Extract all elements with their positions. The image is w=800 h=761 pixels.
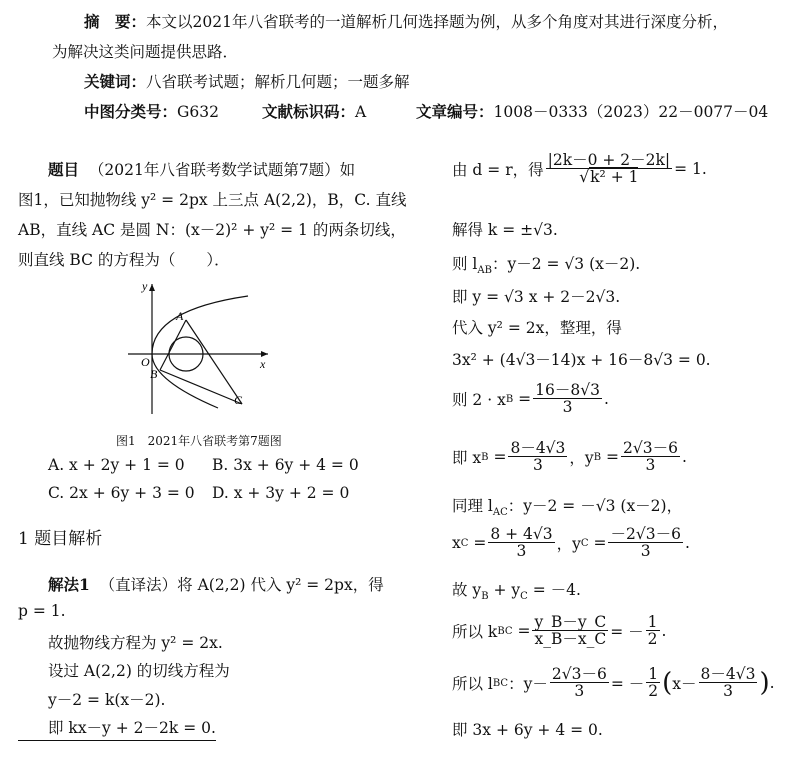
r13-fraction-3 — [699, 666, 758, 700]
r10-fraction-1 — [488, 526, 554, 560]
abstract-text-1: 本文以2021年八省联考的一道解析几何选择题为例，从多个角度对其进行深度分析， — [146, 13, 728, 31]
r8-den2: 3 — [645, 456, 656, 475]
problem-text-4: 则直线 BC 的方程为（ ）． — [18, 251, 230, 269]
r3-sub: AB — [477, 265, 492, 277]
right-line-9 — [452, 494, 682, 518]
problem-source: （2021年八省联考数学试题第7题）如 — [88, 161, 356, 179]
label-c: C — [234, 393, 243, 407]
clc-label: 中图分类号： — [84, 102, 178, 121]
r3-prefix: 则 l — [452, 255, 478, 273]
right-line-4: 即 y = √3 x + 2－2√3. — [452, 288, 621, 306]
label-x: x — [260, 357, 266, 371]
r7-fraction — [533, 382, 602, 416]
r10-sub2: C — [580, 537, 589, 549]
problem-line-4 — [18, 248, 230, 270]
label-y: y — [142, 280, 148, 293]
r10-fraction-2 — [608, 526, 682, 560]
r13-eq: = － — [610, 675, 645, 694]
right-line-3 — [452, 252, 640, 276]
method1-line-6: 即 kx－y + 2－2k = 0. — [48, 719, 216, 737]
r13-paren-x: x－ — [672, 675, 697, 694]
option-a: A. x + 2y + 1 = 0 — [48, 456, 185, 474]
r8-fraction-1 — [508, 440, 567, 474]
right-line-2: 解得 k = ±√3. — [452, 221, 558, 239]
label-o: O — [141, 355, 150, 369]
right-line-14: 即 3x + 6y + 4 = 0. — [452, 721, 603, 739]
article-no-value: 1008－0333（2023）22－0077－04 — [493, 103, 769, 121]
right-line-8: 即 x B = $\frac{8-4√3}{3}$ ，y B = $\frac{2√3-6}{3}$ . — [452, 439, 687, 475]
r8-sub1: B — [481, 451, 489, 463]
r10-num2: －2√3－6 — [610, 525, 681, 543]
problem-title: 题目 — [48, 160, 80, 179]
doc-code-label: 文献标识码： — [262, 102, 356, 121]
r12-sub: BC — [497, 625, 513, 637]
label-a: A — [176, 309, 184, 323]
right-line-10: x C = $\frac{8 + 4√3}{3}$ ，y C = $\frac{-2√3-6}{3}$ . — [452, 525, 690, 561]
r13-prefix: 所以 l — [452, 675, 493, 694]
right-line-7: 则 2 · x B = $\frac{16-8√3}{3}$ . — [452, 381, 609, 417]
article-no-label: 文章编号： — [416, 102, 494, 121]
method1-text-1: （直译法）将 A(2,2) 代入 y² = 2px，得 — [99, 576, 384, 594]
figure-parabola-circle — [118, 280, 278, 420]
r12-prefix: 所以 k — [452, 623, 498, 642]
r10-den1: 3 — [516, 542, 527, 561]
r13-sub: BC — [492, 677, 509, 689]
right-line-11 — [452, 578, 581, 602]
r8-num2: 2√3－6 — [622, 439, 678, 457]
r1-denominator: √k² + 1 — [579, 168, 639, 187]
r9-rest: ：y－2 = －√3 (x－2)， — [507, 497, 683, 515]
right-line-12: 所以 k BC = $\frac{y\_B-y\_C}{x\_B-x\_C}$ = － $\frac{1}{2}$ . — [452, 613, 667, 649]
method1-line-3: 故抛物线方程为 y² = 2x. — [48, 634, 223, 652]
r1-prefix: 由 d = r，得 — [452, 161, 544, 180]
r10-den2: 3 — [640, 542, 651, 561]
r12-fraction-2 — [646, 614, 660, 648]
tangent-line-ac — [186, 320, 242, 404]
r10-sub1: C — [460, 537, 469, 549]
r8-fraction-2 — [621, 440, 680, 474]
method1-line-5: y－2 = k(x－2). — [48, 691, 166, 709]
r8-prefix: 即 x — [452, 449, 482, 468]
method1-line-2: p = 1. — [18, 602, 66, 620]
r8-sub2: B — [593, 451, 602, 463]
r11-sub1: B — [481, 591, 489, 603]
r10-mid: ，y — [556, 535, 581, 554]
r13-den: 3 — [574, 682, 585, 701]
footnote-rule — [18, 740, 216, 741]
clc-value: G632 — [177, 103, 219, 121]
problem-line-3 — [18, 218, 406, 240]
r12-fraction-1 — [532, 614, 608, 648]
r12-num2: 1 — [647, 613, 658, 631]
r12-den: x_B－x_C — [534, 630, 607, 649]
r11-mid: + y — [488, 581, 521, 599]
problem-line-1 — [48, 158, 355, 180]
problem-line-2 — [18, 188, 406, 210]
section-heading: 1 题目解析 — [18, 529, 103, 549]
r11-sub2: C — [520, 591, 528, 603]
right-line-1 — [452, 152, 707, 186]
r10-prefix: x — [452, 534, 461, 553]
r7-eq: = — [518, 390, 532, 409]
keywords-text: 八省联考试题；解析几何题；一题多解 — [146, 73, 410, 91]
r7-num: 16－8√3 — [535, 381, 600, 399]
r9-prefix: 同理 l — [452, 497, 493, 515]
r13-fraction-1 — [550, 666, 609, 700]
r7-prefix: 则 2 · x — [452, 391, 506, 410]
r1-suffix: = 1. — [674, 160, 707, 179]
y-axis-arrow — [149, 284, 155, 291]
r12-den2: 2 — [647, 630, 658, 649]
option-b: B. 3x + 6y + 4 = 0 — [212, 456, 359, 474]
method1-line-1 — [48, 573, 384, 595]
classification-line — [84, 100, 219, 122]
r13-num: 2√3－6 — [551, 665, 607, 683]
r3-rest: ：y－2 = √3 (x－2). — [491, 255, 641, 273]
method1-line-4: 设过 A(2,2) 的切线方程为 — [48, 662, 230, 680]
abstract-line-2 — [52, 40, 238, 62]
r13-num3: 8－4√3 — [700, 665, 756, 683]
abstract-line-1 — [84, 10, 728, 32]
problem-text-3: AB，直线 AC 是圆 N：(x－2)² + y² = 1 的两条切线， — [18, 221, 406, 239]
r1-fraction — [546, 152, 673, 186]
r1-den-radicand: k² + 1 — [590, 168, 639, 187]
r11-rest: = －4. — [527, 581, 581, 599]
right-line-13: 所以 l BC ：y－ $\frac{2√3-6}{3}$ = － $\frac{1}{2}$ ( x－ $\frac{8-4√3}{3}$ ) . — [452, 665, 775, 701]
r13-den3: 3 — [723, 682, 733, 701]
r12-eq: = － — [610, 623, 644, 642]
r9-sub: AC — [492, 507, 508, 519]
chord-bc — [160, 370, 242, 404]
option-c: C. 2x + 6y + 3 = 0 — [48, 484, 195, 502]
abstract-label: 摘 要： — [84, 12, 147, 31]
r13-den2: 2 — [648, 682, 659, 701]
method1-title: 解法1 — [48, 575, 90, 594]
r10-num1: 8 + 4√3 — [490, 525, 553, 543]
option-d: D. x + 3y + 2 = 0 — [212, 484, 350, 502]
doc-code-value: A — [355, 103, 367, 121]
r8-num1: 8－4√3 — [510, 439, 566, 457]
right-line-5: 代入 y² = 2x，整理，得 — [452, 319, 622, 337]
r1-numerator: |2k－0 + 2－2k| — [547, 151, 671, 169]
label-b: B — [150, 367, 158, 381]
r12-num: y_B－y_C — [534, 613, 607, 631]
r7-sub: B — [505, 393, 514, 405]
problem-text-2: 图1，已知抛物线 y² = 2px 上三点 A(2,2)，B，C. 直线 — [18, 191, 407, 209]
r7-den: 3 — [562, 398, 573, 417]
figure-caption: 图1 2021年八省联考第7题图 — [116, 434, 282, 448]
r11-prefix: 故 y — [452, 581, 482, 599]
keywords-line — [84, 70, 410, 92]
right-line-6: 3x² + (4√3－14)x + 16－8√3 = 0. — [452, 351, 711, 369]
r8-den1: 3 — [533, 456, 543, 475]
keywords-label: 关键词： — [84, 72, 147, 91]
r13-num2: 1 — [648, 665, 659, 683]
doc-code-line — [262, 100, 366, 122]
abstract-text-2: 为解决这类问题提供思路． — [52, 43, 239, 61]
r8-mid: ，y — [569, 449, 594, 468]
article-no-line — [416, 100, 768, 122]
r13-mid: ：y－ — [508, 675, 548, 694]
r13-fraction-2 — [646, 666, 660, 700]
